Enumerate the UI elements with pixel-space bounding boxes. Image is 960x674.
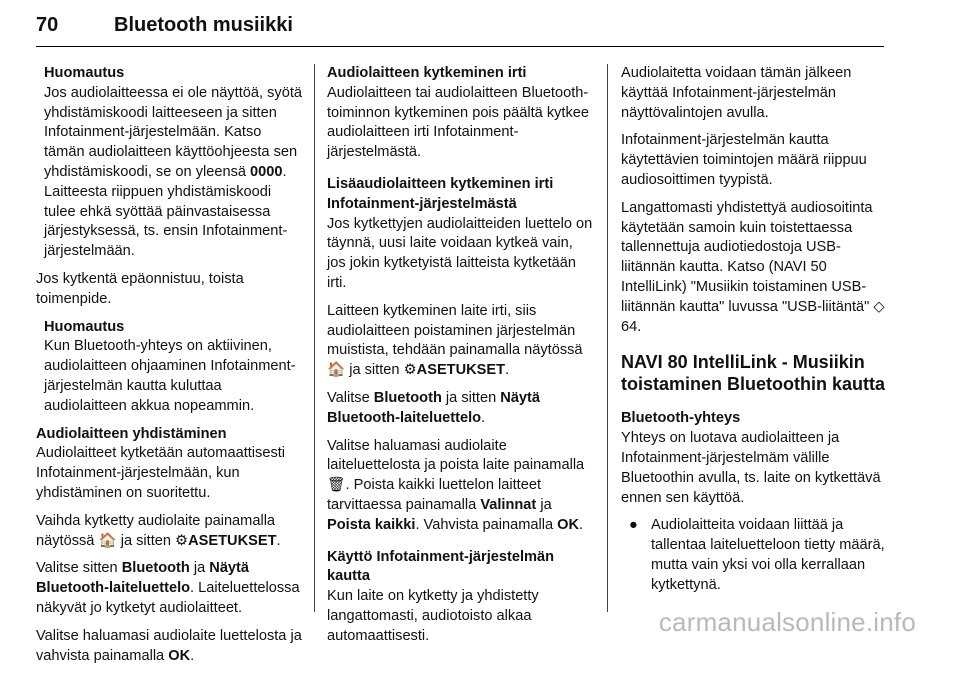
paragraph-retry: Jos kytkentä epäonnistuu, toista toimenpide. [36,270,244,307]
column-divider-1 [314,64,315,612]
page-reference-icon: ◇ [873,298,885,315]
paragraph-pairing: Audiolaitteet kytketään automaattisesti Infotainment-järjestelmään, kun yhdistäminen on suoritettu. [36,445,286,501]
home-icon: 🏠 [98,532,117,549]
paragraph-delete-device: Valitse haluamasi audiolaite laiteluettelosta ja poista laite painamalla 🗑. Poista kaikki luettelon laitteet tarvittaessa painamalla Valinnat ja Poista kaikki. Vahvista painamalla OK. [327,437,585,533]
column-divider-2 [607,64,608,612]
list-item-text: Audiolaitteita voidaan liittää ja tallentaa laiteluetteloon tietty määrä, mutta vain yksi voi olla kerrallaan kytkettynä. [651,517,885,593]
heading-remove: Lisäaudiolaitteen kytkeminen irti Infotainment-järjestelmästä [327,175,554,212]
paragraph-usb-reference: Langattomasti yhdistettyä audiosoitinta käytetään samoin kuin toistettaessa tallennettuja audiotiedostoja USB-liitännän kautta. Katso (NAVI 50 IntelliLink) "Musiikin toistaminen USB-liitännän kautta" luvussa "USB-liitäntä" ◇ 64. [621,199,885,335]
column-1 [36,64,302,674]
show-list-label: Näytä Bluetooth-laiteluettelo [327,389,541,426]
paragraph-bt-connection: Yhteys on luotava audiolaitteen ja Infotainment-järjestelmäm välille Bluetoothin avulla, ts. laite on kytkettävä ennen sen käyttöä. [621,430,881,506]
column-3 [621,64,887,596]
watermark: carmanualsonline.info [658,607,916,637]
paragraph-remove: Jos kytkettyjen audiolaitteiden luettelo on täynnä, uusi laite voidaan kytkeä vain, jos jokin kytketyistä laitteista kytketään irti. [327,215,593,291]
ok-label: OK [168,647,191,664]
note-title: Huomautus [44,65,125,81]
heading-bt-connection: Bluetooth-yhteys [621,410,741,427]
paragraph-use: Kun laite on kytketty ja yhdistetty langattomasti, audiotoisto alkaa automaattisesti. [327,588,539,644]
gear-icon: ⚙ [175,532,189,549]
ok-label: OK [557,516,580,533]
note-title: Huomautus [44,318,125,335]
page-header [36,6,884,47]
paragraph-functions: Infotainment-järjestelmän kautta käytettävien toimintojen määrä riippuu audiosoittimen tyypistä. [621,132,867,188]
list-item [621,516,887,595]
paragraph-select-bt: Valitse Bluetooth ja sitten Näytä Bluetooth-laiteluettelo. [327,389,541,426]
heading-pairing: Audiolaitteen yhdistäminen [36,425,227,442]
trash-icon: 🗑 [327,477,346,494]
page-number: 70 [36,14,59,36]
paragraph-choose-device: Valitse haluamasi audiolaite luettelosta ja vahvista painamalla OK. [36,627,302,664]
home-icon: 🏠 [327,362,346,379]
paragraph-uncouple: Laitteen kytkeminen laite irti, siis audiolaitteen poistaminen järjestelmän muistista, tehdään painamalla näytössä 🏠 ja sitten ⚙ASETUKSET. [327,302,583,379]
bluetooth-label: Bluetooth [373,389,442,406]
settings-label: ASETUKSET [188,532,277,549]
note-text: Jos audiolaitteessa ei ole näyttöä, syötä yhdistämiskoodi laitteeseen ja sitten Infotainment-järjestelmään. Katso tämän audiolaitteen käyttöohjeesta sen yhdistämiskoodi, se on yleensä 0000. Laitteesta riippuen yhdistämiskoodi tulee ehkä syöttää päinvastaisessa järjestyksessä, ts. ensin Infotainment-järjestelmään. [44,84,302,260]
settings-label: ASETUKSET [416,362,506,379]
gear-icon: ⚙ [403,362,417,379]
section-heading-navi80: NAVI 80 IntelliLink - Musiikin toistaminen Bluetoothin kautta [621,352,886,395]
bullet-icon: ● [629,517,638,534]
note-battery [36,318,302,417]
pairing-code: 0000 [250,163,283,180]
column-2 [327,64,593,655]
options-label: Valinnat [480,496,537,513]
page-title: Bluetooth musiikki [114,14,293,36]
remove-all-label: Poista kaikki [327,516,416,533]
heading-disconnect: Audiolaitteen kytkeminen irti [327,65,527,81]
paragraph-control: Audiolaitetta voidaan tämän jälkeen käyttää Infotainment-järjestelmän näyttövalintojen avulla. [621,65,852,121]
paragraph-select-list: Valitse sitten Bluetooth ja Näytä Bluetooth-laiteluettelo. Laiteluettelossa näkyvät jo kytketyt audiolaitteet. [36,560,300,616]
bluetooth-label: Bluetooth [121,560,190,577]
note-text: Kun Bluetooth-yhteys on aktiivinen, audiolaitteen ohjaaminen Infotainment-järjestelmän kautta kuluttaa audiolaitteen akkua nopeammin. [44,338,296,414]
heading-use: Käyttö Infotainment-järjestelmän kautta [327,548,555,585]
show-list-label: Näytä Bluetooth-laiteluettelo [36,560,250,597]
note-pairing-code [36,64,302,262]
paragraph-change-device: Vaihda kytketty audiolaite painamalla näytössä 🏠 ja sitten ⚙ASETUKSET. [36,512,281,549]
paragraph-disconnect: Audiolaitteen tai audiolaitteen Bluetooth-toiminnon kytkeminen pois päältä kytkee audiolaitteen irti Infotainment-järjestelmästä. [327,84,590,161]
